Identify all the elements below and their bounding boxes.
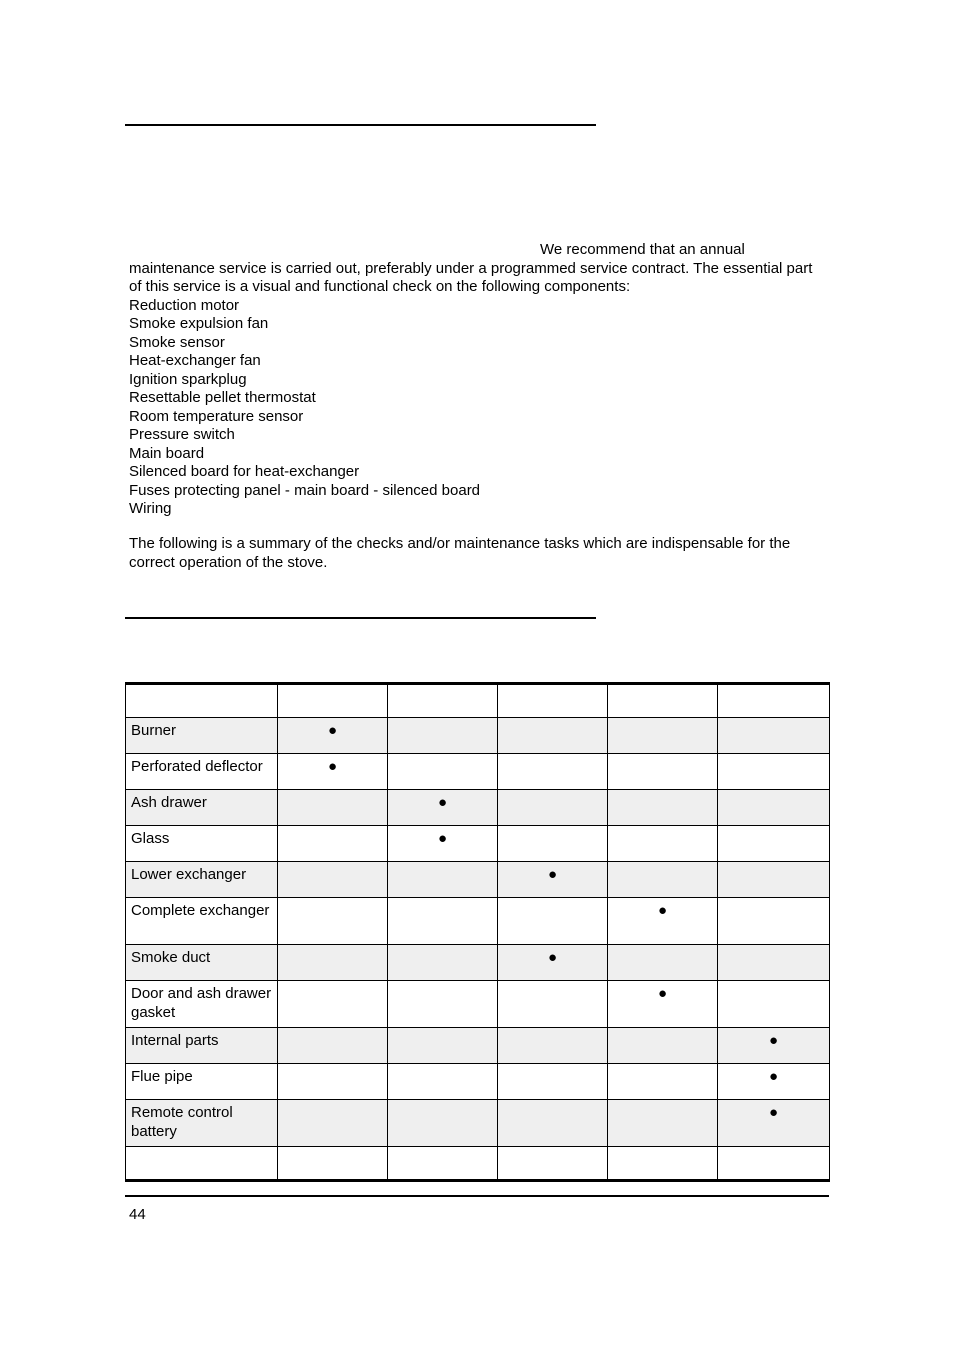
list-item: Ignition sparkplug [129, 370, 247, 388]
footer-rule [125, 1195, 829, 1197]
table-row [126, 1064, 830, 1100]
table-row [126, 981, 830, 1028]
table-cell [278, 684, 388, 718]
component-list [129, 297, 819, 519]
mark-cell [278, 790, 388, 826]
mark-cell: ● [278, 718, 388, 754]
mark-cell [388, 898, 498, 945]
mark-cell [718, 754, 830, 790]
table-cell [278, 1147, 388, 1181]
mark-cell: ● [608, 981, 718, 1028]
mark-cell [278, 981, 388, 1028]
summary-paragraph: The following is a summary of the checks and/or maintenance tasks which are indispensable for the correct operation of the stove. [129, 535, 791, 571]
mark-cell [718, 945, 830, 981]
table-row [126, 754, 830, 790]
mark-cell [608, 790, 718, 826]
mark-cell [498, 790, 608, 826]
table-cell [388, 1147, 498, 1181]
mark-cell: ● [278, 754, 388, 790]
maintenance-table-body [126, 684, 830, 1181]
table-row [126, 718, 830, 754]
mark-cell [388, 1064, 498, 1100]
table-cell [718, 1147, 830, 1181]
mark-cell [718, 981, 830, 1028]
mark-cell [608, 1100, 718, 1147]
mark-cell [388, 754, 498, 790]
mark-cell [388, 1100, 498, 1147]
mark-cell [278, 1028, 388, 1064]
mark-cell [498, 1064, 608, 1100]
table-cell [126, 1147, 278, 1181]
maintenance-table-wrapper [125, 682, 829, 1182]
mark-cell [388, 1028, 498, 1064]
section-rule-top [125, 124, 596, 126]
mark-cell: ● [718, 1028, 830, 1064]
mark-cell [498, 981, 608, 1028]
mark-cell [278, 945, 388, 981]
list-item: Reduction motor [129, 296, 240, 314]
table-cell [126, 684, 278, 718]
table-row [126, 1100, 830, 1147]
mark-cell [718, 790, 830, 826]
mark-cell [608, 718, 718, 754]
intro-section [129, 241, 819, 519]
table-row [126, 898, 830, 945]
list-item: Resettable pellet thermostat [129, 389, 316, 406]
mark-cell [718, 898, 830, 945]
mark-cell [388, 981, 498, 1028]
list-item: Smoke sensor [129, 333, 225, 351]
table-footer-row [126, 1147, 830, 1181]
mark-cell [718, 826, 830, 862]
section-rule-middle [125, 617, 596, 619]
row-label: Glass [126, 826, 278, 862]
mark-cell: ● [608, 898, 718, 945]
intro-first-line: We recommend that an annual [540, 241, 745, 258]
list-item: Fuses protecting panel - main board - silenced board [129, 481, 481, 499]
mark-cell [608, 754, 718, 790]
mark-cell [498, 1028, 608, 1064]
mark-cell: ● [718, 1100, 830, 1147]
page-number: 44 [129, 1206, 146, 1223]
mark-cell [608, 1028, 718, 1064]
mark-cell: ● [498, 862, 608, 898]
mark-cell [278, 898, 388, 945]
mark-cell [498, 826, 608, 862]
table-row [126, 1028, 830, 1064]
list-item: Pressure switch [129, 426, 235, 443]
table-row [126, 826, 830, 862]
mark-cell: ● [498, 945, 608, 981]
row-label: Burner [126, 718, 278, 754]
list-item: Heat-exchanger fan [129, 352, 261, 369]
mark-cell [278, 826, 388, 862]
mark-cell [498, 718, 608, 754]
mark-cell [608, 945, 718, 981]
row-label: Flue pipe [126, 1064, 278, 1100]
list-item: Smoke expulsion fan [129, 315, 269, 332]
row-label: Complete exchanger [126, 898, 278, 945]
mark-cell [388, 718, 498, 754]
table-cell [718, 684, 830, 718]
list-item: Main board [129, 444, 205, 462]
table-cell [498, 684, 608, 718]
mark-cell [388, 945, 498, 981]
row-label: Remote control battery [126, 1100, 278, 1147]
mark-cell [608, 862, 718, 898]
mark-cell [718, 862, 830, 898]
mark-cell [718, 718, 830, 754]
mark-cell [498, 754, 608, 790]
row-label: Ash drawer [126, 790, 278, 826]
list-item: Wiring [129, 500, 172, 517]
row-label: Internal parts [126, 1028, 278, 1064]
maintenance-table [125, 682, 830, 1182]
mark-cell [278, 1064, 388, 1100]
list-item: Silenced board for heat-exchanger [129, 463, 360, 480]
table-cell [608, 1147, 718, 1181]
table-row [126, 862, 830, 898]
table-cell [608, 684, 718, 718]
mark-cell [498, 1100, 608, 1147]
row-label: Smoke duct [126, 945, 278, 981]
intro-paragraph: maintenance service is carried out, preferably under a programmed service contract. The essential part of this service is a visual and functional check on the following components: [129, 259, 813, 295]
table-row [126, 945, 830, 981]
list-item: Room temperature sensor [129, 407, 304, 425]
mark-cell [278, 1100, 388, 1147]
mark-cell: ● [388, 826, 498, 862]
mark-cell [388, 862, 498, 898]
table-row [126, 790, 830, 826]
mark-cell [498, 898, 608, 945]
summary-section [129, 535, 819, 572]
mark-cell [278, 862, 388, 898]
table-cell [498, 1147, 608, 1181]
row-label: Lower exchanger [126, 862, 278, 898]
row-label: Door and ash drawer gasket [126, 981, 278, 1028]
table-header-row [126, 684, 830, 718]
mark-cell [608, 826, 718, 862]
mark-cell [608, 1064, 718, 1100]
mark-cell: ● [388, 790, 498, 826]
mark-cell: ● [718, 1064, 830, 1100]
row-label: Perforated deflector [126, 754, 278, 790]
table-cell [388, 684, 498, 718]
